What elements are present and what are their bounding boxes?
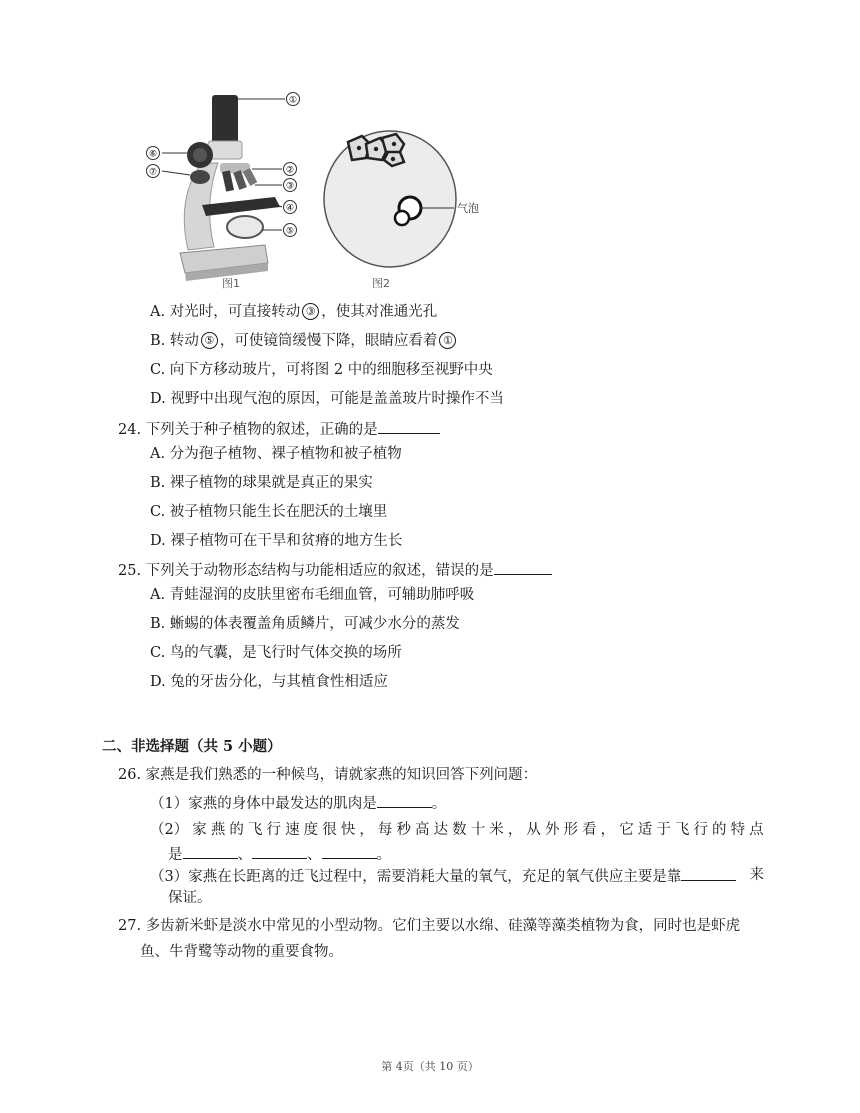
- q25-option-d: D. 兔的牙齿分化，与其植食性相适应: [150, 674, 388, 690]
- q25-option-c: C. 鸟的气囊，是飞行时气体交换的场所: [150, 645, 402, 661]
- q23-option-a: A. 对光时，可直接转动 ③ ，使其对准通光孔: [150, 304, 438, 320]
- q26-part-2-char: 飞: [674, 822, 690, 838]
- q26-part-2-char: 点: [749, 822, 764, 838]
- answer-blank[interactable]: [183, 843, 238, 859]
- q26-part-2-char: 从: [526, 822, 541, 838]
- q26-part-2-char: 数: [452, 822, 467, 838]
- marker-5-inline: ⑤: [201, 332, 218, 349]
- microscope-eyepiece: [212, 95, 238, 147]
- q26-part-2-char: 度: [303, 822, 319, 838]
- q24-option-a: A. 分为孢子植物、裸子植物和被子植物: [150, 446, 402, 462]
- answer-blank[interactable]: [494, 559, 552, 575]
- q27-line-1: 27. 多齿新米虾是淡水中常见的小型动物。它们主要以水绵、硅藻等藻类植物为食，同时也是虾虎: [118, 918, 741, 934]
- q26-part-3-line-2: 保证。: [168, 890, 212, 906]
- q26-part-2-char: 于: [656, 822, 671, 838]
- q26-part-2-char: 形: [563, 822, 579, 838]
- marker-6: ⑥: [148, 149, 158, 160]
- reflector-mirror: [227, 216, 263, 238]
- marker-1-inline: ①: [439, 332, 456, 349]
- section-2-title: 二、非选择题（共 5 小题）: [102, 738, 282, 755]
- page-footer: 第 4页（共 10 页）: [381, 1060, 479, 1073]
- q26-part-2-char: 行: [266, 822, 282, 838]
- answer-blank[interactable]: [378, 418, 440, 434]
- q26-part-2-char: 很: [322, 822, 337, 838]
- q26-part-2-char: 快: [340, 822, 356, 838]
- q26-part-3-line-1: （3）家燕在长距离的迁飞过程中，需要消耗大量的氧气，充足的氧气供应主要是靠 来: [150, 867, 764, 885]
- q26-part-2-line-2: 是 、 、 。: [168, 843, 391, 865]
- objective-lens: [222, 170, 234, 191]
- answer-blank[interactable]: [377, 792, 432, 808]
- q26-part-2-char: 适: [637, 822, 653, 838]
- answer-blank[interactable]: [322, 843, 377, 859]
- microscope-figure: [140, 85, 310, 285]
- q24-option-c: C. 被子植物只能生长在肥沃的土壤里: [150, 504, 388, 520]
- q24-option-b: B. 裸子植物的球果就是真正的果实: [150, 475, 373, 491]
- q26-part-2-char: 米: [489, 822, 504, 838]
- figure-2-caption: 图2: [372, 277, 390, 290]
- marker-3-inline: ③: [302, 303, 319, 320]
- answer-blank[interactable]: [681, 865, 736, 881]
- q24-option-d: D. 裸子植物可在干旱和贫瘠的地方生长: [150, 533, 403, 549]
- q26-part-2-char: 速: [285, 822, 300, 838]
- q23-option-b: B. 转动 ⑤ ，可使镜筒缓慢下降，眼睛应看着 ①: [150, 331, 458, 351]
- microscope-stage: [202, 197, 280, 216]
- q26-part-2-char: 高: [415, 822, 430, 838]
- q25-option-b: B. 蜥蜴的体表覆盖角质鳞片，可减少水分的蒸发: [150, 616, 460, 632]
- q26-part-2-char: 家: [192, 822, 207, 838]
- q26-part-2-char: ，: [507, 822, 523, 838]
- q26-part-2-char: 行: [693, 822, 708, 838]
- q25-option-a: A. 青蛙湿润的皮肤里密布毛细血管，可辅助肺呼吸: [150, 587, 475, 603]
- q26-part-2-char: 每: [377, 822, 393, 838]
- q26-part-2-char: 飞: [247, 822, 263, 838]
- marker-2: ②: [285, 165, 295, 176]
- field-of-view-figure: [322, 122, 492, 272]
- q26-part-1: （1）家燕的身体中最发达的肌肉是 。: [150, 792, 446, 814]
- marker-7: ⑦: [148, 167, 158, 178]
- answer-blank[interactable]: [252, 843, 307, 859]
- q26-part-2-char: 十: [470, 822, 486, 838]
- q26-part-2-char: 看: [582, 822, 597, 838]
- q24-stem: 24. 下列关于种子植物的叙述，正确的是: [118, 418, 440, 440]
- figure-1-caption: 图1: [222, 277, 240, 290]
- q25-stem: 25. 下列关于动物形态结构与功能相适应的叙述，错误的是: [118, 559, 552, 581]
- air-bubble-small: [395, 211, 409, 225]
- q26-stem: 26. 家燕是我们熟悉的一种候鸟，请就家燕的知识回答下列问题：: [118, 767, 538, 783]
- q26-part-2-char: ，: [359, 822, 374, 838]
- q23-option-c: C. 向下方移动玻片，可将图 2 中的细胞移至视野中央: [150, 362, 493, 378]
- q26-part-2-char: ，: [600, 822, 616, 838]
- q26-part-2-char: （2）: [150, 822, 189, 838]
- q26-part-2-char: 秒: [396, 822, 411, 838]
- q26-part-2-char: 燕: [210, 822, 226, 838]
- marker-5: ⑤: [285, 226, 295, 237]
- q26-part-2-char: 它: [619, 822, 634, 838]
- marker-1: ①: [288, 95, 298, 106]
- q26-part-2-char: 的: [712, 822, 727, 838]
- q23-option-d: D. 视野中出现气泡的原因，可能是盖盖玻片时操作不当: [150, 391, 504, 407]
- fine-focus-knob: [190, 170, 210, 184]
- marker-4: ④: [285, 203, 295, 214]
- q26-part-2-char: 外: [544, 822, 560, 838]
- bubble-label: 气泡: [457, 202, 479, 215]
- q26-part-2-char: 特: [730, 822, 746, 838]
- q27-line-2: 鱼、牛背鹭等动物的重要食物。: [140, 944, 343, 960]
- q26-part-2-line-1: [150, 820, 764, 840]
- q26-part-2-char: 的: [229, 822, 244, 838]
- q26-part-2-char: 达: [433, 822, 449, 838]
- marker-3: ③: [285, 181, 295, 192]
